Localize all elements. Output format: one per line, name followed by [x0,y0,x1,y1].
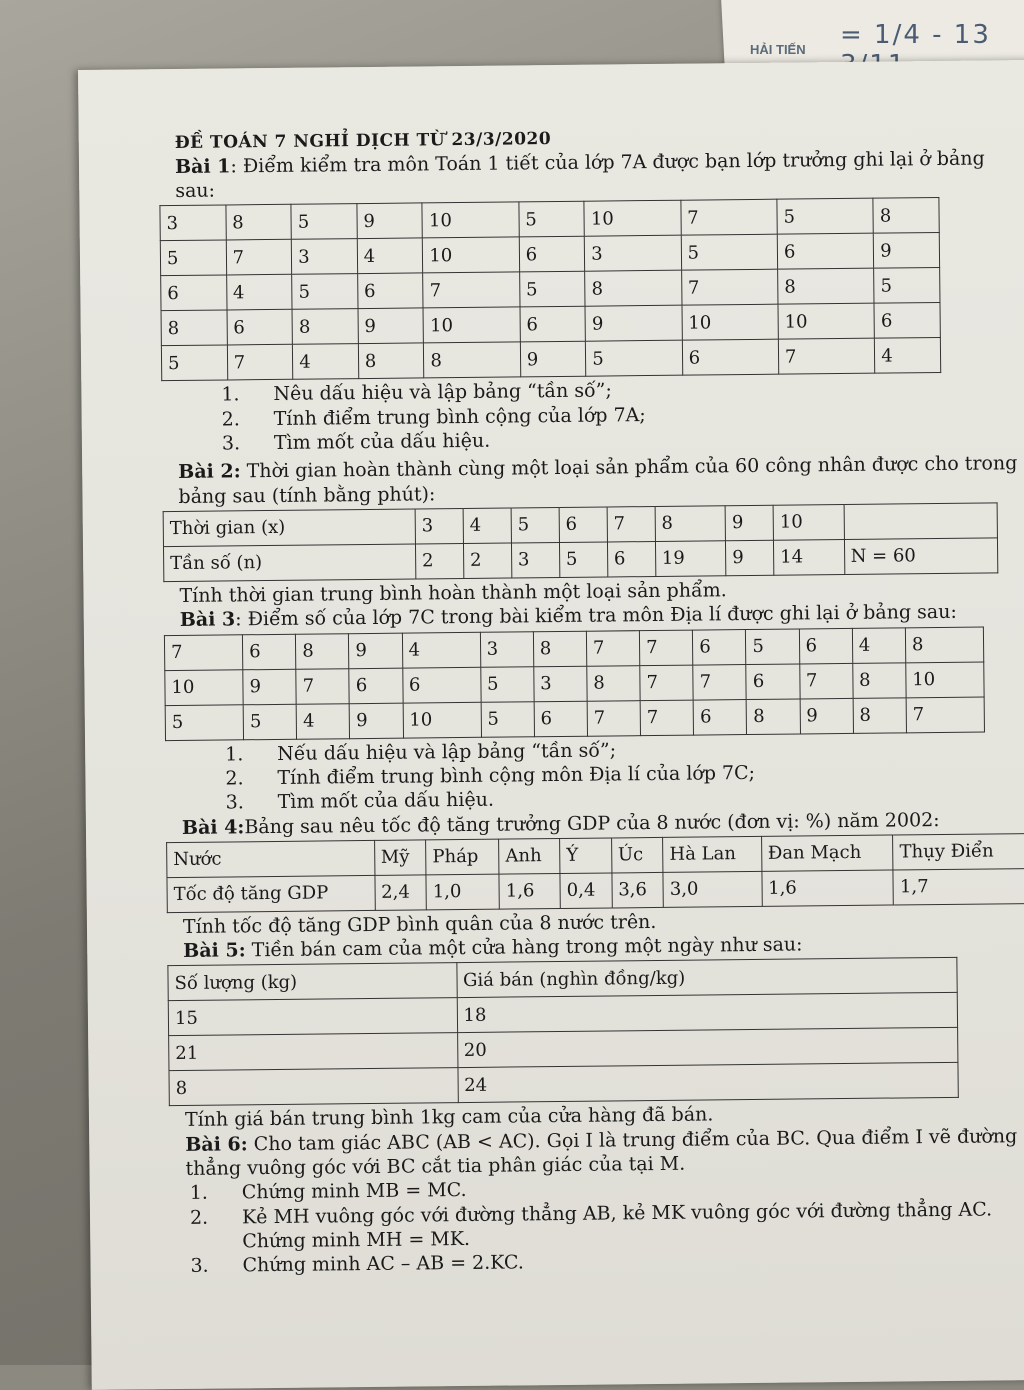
bai3-table-cell: 7 [640,700,694,736]
bai3-table-cell: 7 [693,664,747,700]
bai2-table-cell: 5 [559,542,607,578]
bai1-table-cell: 7 [778,339,875,375]
bai2-label: Bài 2: [178,460,241,484]
task-text: Tính điểm trung bình cộng của lớp 7A; [273,403,646,430]
bai3-table-cell: 6 [402,667,480,703]
bai3-table-cell: 4 [296,703,350,739]
bai3-table-cell: 6 [746,664,800,700]
bai4-table-cell: Đan Mạch [761,835,893,871]
bai1-table-cell: 7 [227,345,293,381]
bai2-table-cell: 8 [655,506,726,542]
bai3-table-cell: 5 [165,704,243,740]
bai3-table-cell: 10 [403,702,481,738]
bai3-table-cell: 7 [640,665,694,701]
bai2-table-cell: 10 [773,504,844,540]
task-text: Nếu dấu hiệu và lập bảng “tần số”; [277,738,617,765]
bai5-question: Tính giá bán trung bình 1kg cam của cửa hàng đã bán. [184,1103,714,1132]
bai1-table-cell: 8 [424,342,521,378]
bai4-table-cell: 1,7 [893,868,1024,904]
bai3-table-cell: 8 [296,633,350,669]
bai1-table-cell: 8 [585,271,682,307]
bai1-table-cell: 5 [519,202,585,238]
bai1-table-cell: 6 [357,273,423,309]
bai1-table-cell: 8 [292,309,358,345]
bai2-table-cell: 3 [415,508,463,544]
corner-paper-label: HẢI TIẾN [750,42,806,57]
page-title: ĐỀ TOÁN 7 NGHỈ DỊCH TỪ 23/3/2020 [174,129,552,153]
bai4-table-cell: 2,4 [375,875,427,911]
bai3-table-cell: 9 [350,703,404,739]
bai2-table-cell: 7 [607,506,655,542]
bai5-table-cell: Giá bán (nghìn đồng/kg) [456,958,957,998]
exam-content [139,120,1024,1279]
bai2-table [163,502,999,582]
bai3-table-cell: 8 [533,631,587,667]
bai3-table-cell: 4 [402,632,480,668]
bai6-label: Bài 6: [185,1133,248,1156]
bai1-table-cell: 5 [292,274,358,310]
bai4-question: Tính tốc độ tăng GDP bình quân của 8 nước trên. [182,910,657,938]
bai1-table-cell: 5 [291,204,357,240]
bai1-table-cell: 6 [520,307,586,343]
bai4-table-cell: Nước [167,840,375,877]
bai2-table-cell: 6 [607,541,655,577]
bai3-table-cell: 6 [693,699,747,735]
bai2-table-row [163,538,997,582]
bai3-tasks [145,734,1024,816]
task-text: Tìm mốt của dấu hiệu. [273,429,491,454]
bai2-intro [178,451,1022,508]
bai5-table-row [169,1063,958,1106]
bai2-table-cell: 4 [463,508,511,544]
exam-sheet [78,60,1024,1390]
bai3-table-cell: 3 [480,631,534,667]
task-text: Chứng minh MB = MC. [241,1179,467,1204]
bai3-label: Bài 3 [179,608,236,632]
task-text: Chứng minh AC – AB = 2.KC. [242,1251,524,1277]
task-number: 3. [221,432,241,455]
task-text: Kẻ MH vuông góc với đường thẳng AB, kẻ MK vuông góc với đường thẳng AC. Chứng minh MH = MK. [241,1198,993,1253]
bai1-table-cell: 5 [777,199,874,235]
bai5-table-cell: 21 [169,1033,458,1071]
bai1-table-cell: 7 [681,200,778,236]
bai5-table-cell: 20 [457,1028,958,1068]
bai1-table-cell: 3 [585,236,682,272]
bai5-table [167,957,958,1106]
bai1-table-cell: 8 [778,269,875,305]
bai2-table-cell: 6 [559,507,607,543]
bai5-label: Bài 5: [183,939,246,963]
bai3-table-cell: 8 [853,697,907,733]
bai3-table-cell: 4 [852,627,906,663]
bai3-table-cell: 7 [639,630,693,666]
bai2-table-cell [844,503,998,540]
task-number: 2. [221,408,240,431]
bai1-table-cell: 9 [585,306,682,342]
bai2-table-cell: 9 [726,540,774,576]
bai3-table-cell: 7 [164,634,242,670]
bai3-table-cell: 9 [800,698,854,734]
task-text: Nêu dấu hiệu và lập bảng “tần số”; [273,379,612,406]
bai3-table-cell: 6 [693,629,747,665]
bai6-intro-text: Cho tam giác ABC (AB < AC). Gọi I là trung điểm của BC. Qua điểm I vẽ đường thẳng vuông góc với BC cắt tia phân giác của tại M. [185,1124,1018,1180]
bai1-table-cell: 6 [777,234,874,270]
bai4-table-cell: Hà Lan [663,836,762,872]
bai5-table-cell: 24 [458,1063,959,1103]
bai1-table-cell: 5 [161,345,227,381]
bai1-table-cell: 6 [519,237,585,273]
bai1-table-cell: 10 [682,305,779,341]
bai4-table-cell: Mỹ [374,840,426,876]
bai3-table-cell: 10 [906,662,985,698]
bai6-tasks [150,1172,1024,1278]
bai3-table [164,626,985,741]
task-number: 3. [225,791,244,814]
bai1-table-cell: 7 [423,272,520,308]
task-number: 1. [221,383,240,406]
bai1-intro-text: : Điểm kiểm tra môn Toán 1 tiết của lớp 7A được bạn lớp trưởng ghi lại ở bảng sau: [175,147,985,203]
bai3-table-cell: 8 [746,699,800,735]
bai3-table-cell: 5 [481,701,535,737]
bai3-table-cell: 7 [587,700,641,736]
bai1-table-cell: 4 [226,275,292,311]
bai1-table-cell: 4 [293,344,359,380]
bai1-table-cell: 7 [681,270,778,306]
bai1-table [159,197,941,381]
bai2-table-cell: 2 [463,543,511,579]
task-number: 2. [189,1206,209,1229]
bai1-table-cell: 10 [422,202,519,238]
task-number: 3. [190,1255,209,1278]
bai3-table-cell: 8 [852,662,906,698]
bai1-table-cell: 4 [357,238,423,274]
bai1-table-cell: 3 [160,205,226,241]
corner-paper-fraction: = 1/4 - 13 [840,20,991,50]
bai3-table-cell: 6 [242,634,296,670]
bai2-question: Tính thời gian trung bình hoàn thành một loại sản phẩm. [179,579,727,607]
bai2-table-cell: 19 [655,541,726,577]
bai3-table-cell: 8 [587,665,641,701]
bai1-table-cell: 4 [875,338,941,374]
bai1-table-row [161,338,940,381]
bai2-table-cell: N = 60 [844,538,998,575]
bai3-table-cell: 7 [296,668,350,704]
bai2-table-cell: 5 [511,507,559,543]
bai1-table-cell: 6 [682,340,779,376]
task-number: 1. [189,1182,209,1205]
bai4-label: Bài 4: [181,815,245,839]
bai5-intro-text: Tiền bán cam của một cửa hàng trong một ngày như sau: [245,933,803,962]
bai1-table-cell: 10 [423,237,520,273]
bai1-tasks [141,375,1022,457]
bai1-table-cell: 9 [358,308,424,344]
bai1-table-cell: 5 [519,272,585,308]
bai2-table-cell: 14 [774,539,845,575]
bai1-label: Bài 1 [174,155,231,178]
bai4-table-cell: Thụy Điển [893,833,1024,869]
bai3-table-cell: 9 [243,669,297,705]
bai4-table-cell: 1,0 [426,874,499,910]
task-number: 2. [225,767,244,790]
bai4-table-cell: Úc [611,837,663,873]
bai4-table [166,833,1024,913]
bai1-table-cell: 8 [226,205,292,241]
bai1-table-cell: 8 [161,310,227,346]
bai3-table-cell: 5 [480,666,534,702]
bai2-intro-text: Thời gian hoàn thành cùng một loại sản phẩm của 60 công nhân được cho trong bảng sau (tính bằng phút): [178,452,1018,508]
bai1-table-cell: 9 [357,203,423,239]
bai4-table-cell: 3,6 [612,872,664,908]
bai2-table-cell: Tần số (n) [163,544,415,582]
bai1-table-cell: 8 [358,343,424,379]
bai2-table-cell: 2 [415,543,463,579]
bai6-intro [185,1124,1024,1181]
bai5-table-cell: 8 [169,1068,458,1106]
bai4-table-cell: 1,6 [499,873,560,909]
bai1-table-cell: 5 [586,341,683,377]
bai3-table-cell: 6 [534,701,588,737]
bai4-table-cell: 3,0 [663,871,762,907]
bai4-table-cell: 0,4 [560,873,612,909]
bai1-table-cell: 9 [520,342,586,378]
bai3-table-cell: 9 [349,633,403,669]
bai3-table-row [165,697,984,741]
bai3-table-cell: 7 [906,697,985,733]
task-item [190,1197,1024,1254]
bai2-table-cell: Thời gian (x) [163,509,415,547]
bai3-table-cell: 10 [165,669,243,705]
bai1-intro [175,146,1019,203]
bai1-table-cell: 5 [874,268,940,304]
bai4-table-cell: Ý [560,838,612,874]
bai1-table-cell: 3 [291,239,357,275]
bai1-table-cell: 9 [874,233,940,269]
bai2-table-cell: 3 [511,542,559,578]
bai3-table-cell: 6 [799,628,853,664]
bai3-table-cell: 5 [243,704,297,740]
bai4-table-cell: Tốc độ tăng GDP [167,875,375,912]
bai3-table-cell: 7 [799,663,853,699]
bai1-table-cell: 5 [681,235,778,271]
bai1-table-cell: 5 [160,240,226,276]
bai3-table-cell: 6 [349,668,403,704]
bai4-table-cell: 1,6 [762,870,894,906]
bai3-intro-text: : Điểm số của lớp 7C trong bài kiểm tra môn Địa lí được ghi lại ở bảng sau: [235,601,957,631]
bai4-table-cell: Pháp [426,839,499,875]
bai1-table-cell: 6 [874,303,940,339]
bai1-table-cell: 6 [227,310,293,346]
bai1-table-cell: 10 [778,304,875,340]
bai1-table-cell: 7 [226,240,292,276]
bai3-table-cell: 5 [746,629,800,665]
bai4-table-cell: Anh [499,838,560,874]
task-text: Tính điểm trung bình cộng môn Địa lí của lớp 7C; [277,761,756,789]
bai3-table-cell: 8 [905,627,984,663]
task-text: Tìm mốt của dấu hiệu. [277,788,495,814]
bai1-table-cell: 10 [584,201,681,237]
bai1-table-cell: 8 [873,198,939,234]
bai5-table-cell: Số lượng (kg) [168,963,457,1001]
bai5-table-cell: 18 [457,993,958,1033]
bai5-table-cell: 15 [168,998,457,1036]
bai3-table-cell: 3 [534,666,588,702]
bai1-table-cell: 10 [423,307,520,343]
task-number: 1. [225,742,244,766]
bai3-table-cell: 7 [586,630,640,666]
bai2-table-cell: 9 [725,505,773,541]
bai1-table-cell: 6 [161,275,227,311]
bai4-intro-text: Bảng sau nêu tốc độ tăng trưởng GDP của 8 nước (đơn vị: %) năm 2002: [244,808,940,838]
